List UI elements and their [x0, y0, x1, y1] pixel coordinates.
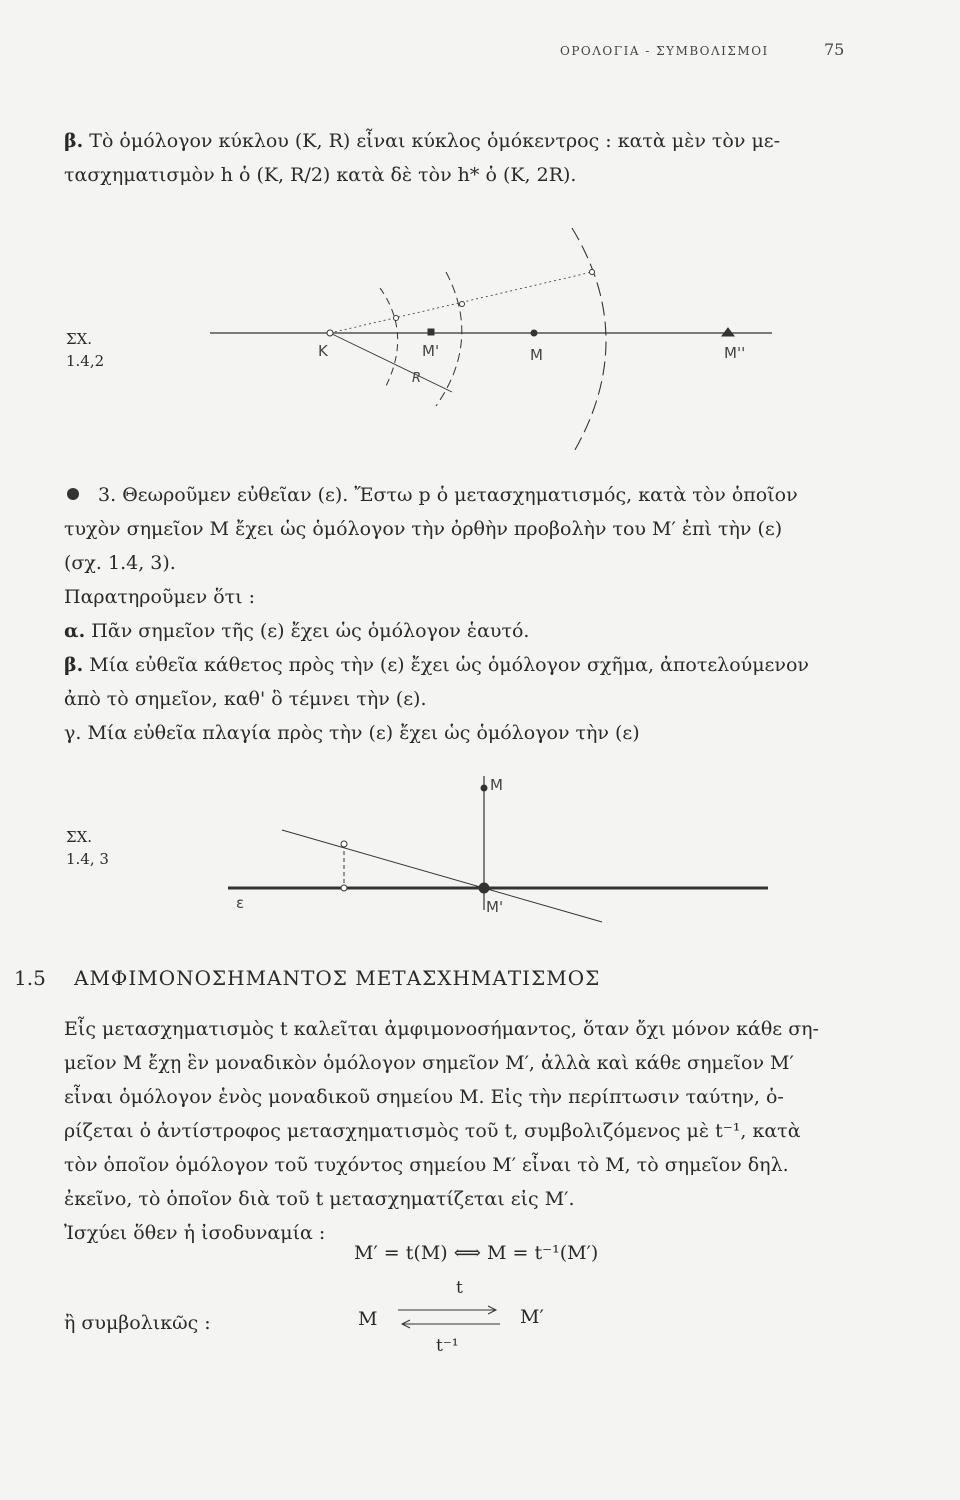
beta-text-line1: Τὸ ὁμόλογον κύκλου (Κ, R) εἶναι κύκλος ὁμόκεντρος : κατὰ μὲν τὸν με-	[89, 130, 781, 152]
point-intersection	[479, 883, 489, 893]
oblique-line	[282, 830, 602, 922]
section3-gamma	[64, 716, 640, 750]
label-m-prime-foot: M'	[486, 898, 504, 916]
point-m	[531, 330, 537, 336]
gamma-text: Μία εὐθεῖα πλαγία πρὸς τὴν (ε) ἔχει ὡς ὁμόλογον τὴν (ε)	[87, 722, 640, 744]
section15-equivalence-intro: Ἰσχύει ὅθεν ἡ ἰσοδυναμία :	[64, 1222, 326, 1244]
figure1-label-sx: ΣΧ.	[66, 330, 93, 348]
section15-line6: ἐκεῖνο, τὸ ὁποῖον διὰ τοῦ t μετασχηματίζεται εἰς Μ′.	[64, 1188, 575, 1210]
sym-right: M′	[520, 1306, 544, 1328]
beta-marker: β.	[64, 130, 84, 152]
figure1-arc-half	[380, 288, 398, 386]
figure1-arc-2r	[572, 228, 606, 455]
section3-observe: Παρατηροῦμεν ὅτι :	[64, 586, 256, 608]
section15-line4: ρίζεται ὁ ἀντίστροφος μετασχηματισμὸς τοῦ t, συμβολιζόμενος μὲ t⁻¹, κατὰ	[64, 1120, 801, 1142]
para-beta-line1	[64, 124, 780, 158]
label-m-prime: M'	[422, 342, 440, 360]
sym-arrows	[394, 1300, 506, 1334]
label-radius: R	[412, 371, 422, 386]
label-m: M	[530, 346, 543, 364]
bullet-icon	[66, 487, 80, 501]
symbolic-label: ἢ συμβολικῶς :	[64, 1312, 211, 1334]
section15-line2: μεῖον Μ ἔχῃ ἓν μοναδικὸν ὁμόλογον σημεῖον Μ′, ἀλλὰ καὶ κάθε σημεῖον Μ′	[64, 1052, 794, 1074]
point-oblique-foot	[341, 885, 347, 891]
alpha-text: Πᾶν σημεῖον τῆς (ε) ἔχει ὡς ὁμόλογον ἑαυτό.	[91, 620, 530, 642]
section3-line3: (σχ. 1.4, 3).	[64, 552, 176, 574]
para-beta-line2: τασχηματισμὸν h ὁ (Κ, R/2) κατὰ δὲ τὸν h* ὁ (Κ, 2R).	[64, 164, 577, 186]
formula-equivalence: Μ′ = t(Μ) ⟺ Μ = t⁻¹(Μ′)	[354, 1242, 599, 1264]
section3-alpha	[64, 614, 529, 648]
point-oblique	[341, 841, 347, 847]
point-k	[327, 330, 333, 336]
section15-line5: τὸν ὁποῖον ὁμόλογον τοῦ τυχόντος σημείου Μ′ εἶναι τὸ Μ, τὸ σημεῖον δηλ.	[64, 1154, 789, 1176]
point-m-top	[481, 785, 487, 791]
point-k-ray-3	[590, 270, 595, 275]
section3-beta-line1	[64, 648, 809, 682]
figure1-label-num: 1.4,2	[66, 352, 105, 370]
section15-line1: Εἷς μετασχηματισμὸς t καλεῖται ἀμφιμονοσήμαντος, ὅταν ὄχι μόνον κάθε ση-	[64, 1018, 819, 1040]
figure1-diagram	[200, 210, 800, 470]
running-title: ΟΡΟΛΟΓΙΑ - ΣΥΜΒΟΛΙΣΜΟΙ	[560, 44, 769, 58]
point-k-ray-2	[460, 302, 465, 307]
figure2-label-num: 1.4, 3	[66, 850, 109, 868]
point-m-prime	[428, 329, 434, 335]
alpha-marker: α.	[64, 620, 86, 642]
label-m-top: M	[490, 776, 503, 794]
section3-number: 3.	[98, 484, 117, 506]
point-m-double-prime	[722, 328, 734, 336]
figure2-label-sx: ΣΧ.	[66, 828, 93, 846]
gamma-marker: γ.	[64, 722, 82, 744]
sym-top: t	[456, 1278, 463, 1298]
running-header	[560, 40, 860, 59]
figure2-label	[66, 826, 109, 870]
label-m-double-prime: M''	[724, 344, 746, 362]
sym-bottom: t⁻¹	[436, 1336, 459, 1356]
beta2-text-line1: Μία εὐθεῖα κάθετος πρὸς τὴν (ε) ἔχει ὡς ὁμόλογον σχῆμα, ἀποτελούμενον	[89, 654, 809, 676]
label-epsilon: ε	[236, 894, 245, 912]
label-k: K	[318, 342, 328, 360]
section15-line3: εἶναι ὁμόλογον ἑνὸς μοναδικοῦ σημείου Μ. Εἰς τὴν περίπτωσιν ταύτην, ὁ-	[64, 1086, 784, 1108]
section3-line1	[98, 478, 798, 512]
section3-text-line1: Θεωροῦμεν εὐθεῖαν (ε). Ἔστω p ὁ μετασχηματισμός, κατὰ τὸν ὁποῖον	[122, 484, 798, 506]
figure1-label	[66, 328, 104, 372]
section3-beta-line2: ἀπὸ τὸ σημεῖον, καθ' ὃ τέμνει τὴν (ε).	[64, 688, 427, 710]
section15-number: 1.5	[14, 966, 46, 990]
section3-line2: τυχὸν σημεῖον Μ ἔχει ὡς ὁμόλογον τὴν ὀρθὴν προβολὴν του Μ′ ἐπὶ τὴν (ε)	[64, 518, 783, 540]
figure2-diagram	[220, 760, 780, 935]
point-k-ray-1	[394, 316, 399, 321]
beta2-marker: β.	[64, 654, 84, 676]
section15-title: ΑΜΦΙΜΟΝΟΣΗΜΑΝΤΟΣ ΜΕΤΑΣΧΗΜΑΤΙΣΜΟΣ	[74, 966, 601, 990]
sym-left: M	[358, 1308, 378, 1330]
page-number: 75	[824, 40, 845, 59]
